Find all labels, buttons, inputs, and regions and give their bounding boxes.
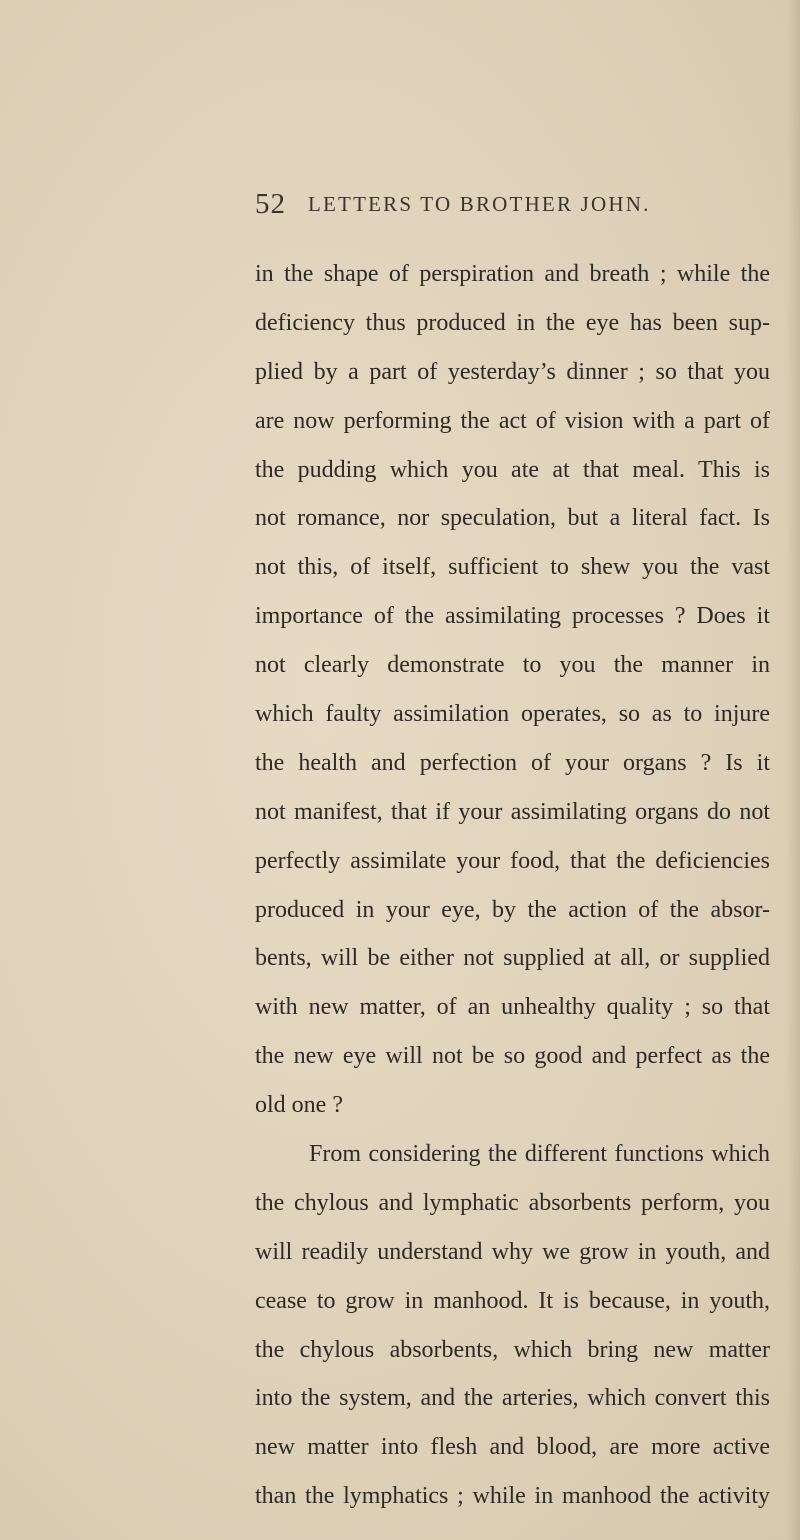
text-line: not this, of itself, sufficient to shew you the vast	[255, 554, 770, 581]
text-line: perfectly assimilate your food, that the deficiencies	[255, 847, 770, 874]
running-head: LETTERS TO BROTHER JOHN.	[308, 192, 651, 216]
text-line: produced in your eye, by the action of the absor-	[255, 896, 770, 923]
text-line: are now performing the act of vision with a part of	[255, 407, 770, 434]
paragraph-end-line: old one ?	[255, 1092, 343, 1119]
text-line: in the shape of perspiration and breath ; while the	[255, 261, 770, 287]
text-line: the chylous absorbents, which bring new matter	[255, 1336, 770, 1363]
text-line: the pudding which you ate at that meal. This is	[255, 456, 770, 483]
text-line: not clearly demonstrate to you the manner in	[255, 652, 770, 679]
text-line: the new eye will not be so good and perfect as the	[255, 1043, 770, 1070]
text-line: not manifest, that if your assimilating organs do not	[255, 798, 770, 825]
text-line: with new matter, of an unhealthy quality ; so that	[255, 994, 770, 1021]
text-line: not romance, nor speculation, but a literal fact. Is	[255, 505, 770, 532]
body-text	[255, 250, 770, 1521]
text-line: deficiency thus produced in the eye has been sup-	[255, 309, 770, 336]
text-line: plied by a part of yesterday’s dinner ; so that you	[255, 358, 770, 385]
text-line: into the system, and the arteries, which convert this	[255, 1385, 770, 1412]
text-line: will readily understand why we grow in youth, and	[255, 1238, 770, 1265]
text-line: the chylous and lymphatic absorbents perform, you	[255, 1189, 770, 1216]
paragraph-start-line: From considering the different functions which	[309, 1141, 770, 1168]
text-line: the health and perfection of your organs ? Is it	[255, 749, 770, 776]
page-number: 52	[255, 188, 286, 220]
text-line: than the lymphatics ; while in manhood the activity	[255, 1483, 770, 1510]
text-line: cease to grow in manhood. It is because, in youth,	[255, 1287, 770, 1314]
page-edge-shadow	[786, 0, 800, 1540]
text-line: new matter into flesh and blood, are more active	[255, 1434, 770, 1461]
text-line: importance of the assimilating processes ? Does it	[255, 603, 770, 630]
text-line: bents, will be either not supplied at all, or supplied	[255, 945, 770, 972]
page-header	[255, 188, 800, 228]
text-line: which faulty assimilation operates, so as to injure	[255, 701, 770, 728]
